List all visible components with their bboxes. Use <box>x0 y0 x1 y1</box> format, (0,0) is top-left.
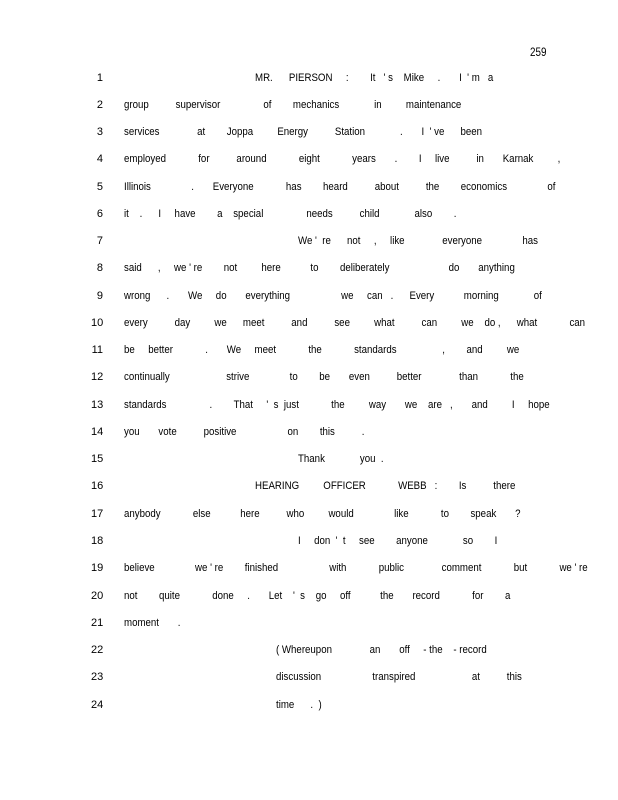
transcript-line <box>0 478 618 494</box>
line-text: not quite done . Let ' s go off the record for a <box>124 590 511 602</box>
line-number: 8 <box>96 262 103 274</box>
transcript-line <box>0 260 618 276</box>
transcript-line <box>0 697 618 713</box>
line-number: 14 <box>91 426 104 438</box>
transcript-line <box>0 642 618 658</box>
line-number: 22 <box>91 644 104 656</box>
transcript-line <box>0 124 618 140</box>
line-text: wrong . We do everything we can . Every morning of <box>124 290 542 302</box>
line-text: I don ' t see anyone so I <box>298 535 498 547</box>
line-number: 7 <box>96 235 103 247</box>
line-number: 3 <box>96 126 103 138</box>
line-text: every day we meet and see what can we do , what can <box>124 317 586 329</box>
transcript-line <box>0 397 618 413</box>
line-number: 20 <box>91 590 104 602</box>
transcript-line <box>0 669 618 685</box>
line-text: discussion transpired at this <box>276 671 522 683</box>
line-number: 15 <box>91 453 104 465</box>
line-number: 18 <box>91 535 104 547</box>
line-number: 13 <box>91 399 104 411</box>
line-number: 1 <box>96 72 103 84</box>
line-number: 5 <box>96 181 103 193</box>
line-number: 24 <box>91 699 104 711</box>
transcript-line <box>0 588 618 604</box>
line-text: anybody else here who would like to speak ? <box>124 508 521 520</box>
transcript-line <box>0 206 618 222</box>
line-number: 16 <box>91 480 104 492</box>
line-text: We ' re not , like everyone has <box>298 235 538 247</box>
line-text: said , we ' re not here to deliberately do anything <box>124 262 515 274</box>
line-number: 12 <box>91 371 104 383</box>
line-text: employed for around eight years . I live in Karnak , <box>124 153 561 165</box>
line-text: moment . <box>124 617 181 629</box>
line-number: 10 <box>91 317 104 329</box>
line-number: 11 <box>91 344 103 356</box>
line-number: 9 <box>96 290 103 302</box>
line-number: 6 <box>96 208 103 220</box>
line-text: HEARING OFFICER WEBB : Is there <box>255 480 516 492</box>
line-number: 2 <box>96 99 103 111</box>
transcript-line <box>0 288 618 304</box>
transcript-line <box>0 506 618 522</box>
page-number: 259 <box>530 45 547 59</box>
line-text: group supervisor of mechanics in maintenance <box>124 99 462 111</box>
transcript-line <box>0 179 618 195</box>
line-number: 21 <box>91 617 104 629</box>
line-text: believe we ' re finished with public comment but we ' re <box>124 562 588 574</box>
line-text: time . ) <box>276 699 322 711</box>
transcript-line <box>0 424 618 440</box>
transcript-line <box>0 70 618 86</box>
line-text: Illinois . Everyone has heard about the economics of <box>124 181 556 193</box>
line-text: it . I have a special needs child also . <box>124 208 457 220</box>
transcript-line <box>0 560 618 576</box>
transcript-line <box>0 315 618 331</box>
line-text: continually strive to be even better than the <box>124 371 524 383</box>
line-number: 4 <box>96 153 103 165</box>
line-text: you vote positive on this . <box>124 426 365 438</box>
line-number: 19 <box>91 562 104 574</box>
transcript-line <box>0 97 618 113</box>
line-text: be better . We meet the standards , and we <box>124 344 520 356</box>
transcript-line <box>0 451 618 467</box>
line-text: services at Joppa Energy Station . I ' ve been <box>124 126 483 138</box>
transcript-line <box>0 342 618 358</box>
transcript-line <box>0 369 618 385</box>
transcript-line <box>0 533 618 549</box>
line-number: 17 <box>91 508 104 520</box>
line-text: standards . That ' s just the way we are , and I hope <box>124 399 550 411</box>
line-number: 23 <box>91 671 104 683</box>
line-text: Thank you . <box>298 453 384 465</box>
line-text: MR. PIERSON : It ' s Mike . I ' m a <box>255 72 494 84</box>
transcript-line <box>0 233 618 249</box>
transcript-line <box>0 615 618 631</box>
transcript-line <box>0 151 618 167</box>
line-text: ( Whereupon an off - the - record <box>276 644 487 656</box>
